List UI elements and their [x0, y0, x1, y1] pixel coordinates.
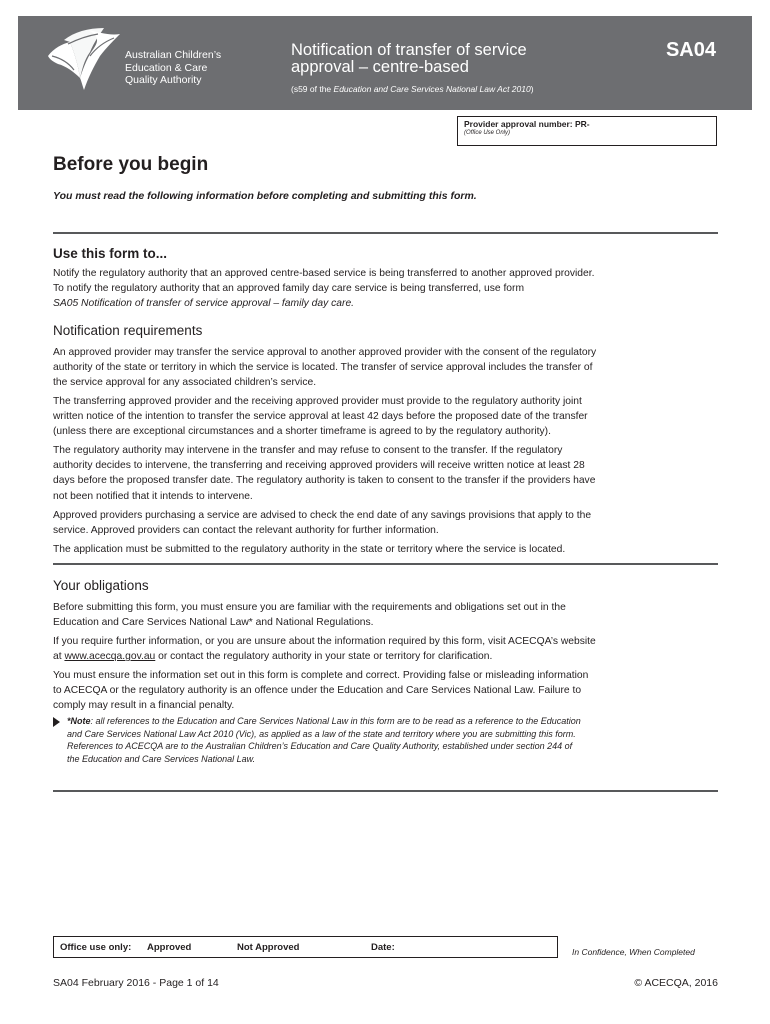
form-title: Notification of transfer of service approval – centre-based [291, 41, 527, 76]
notification-requirements-heading: Notification requirements [53, 323, 203, 338]
office-use-note: (Office Use Only) [464, 130, 511, 136]
footer-copyright: © ACECQA, 2016 [634, 977, 718, 989]
use-form-heading: Use this form to... [53, 246, 168, 261]
requirements-paragraph-4: Approved providers purchasing a service are advised to check the end date of any savings provisions that apply to the service. Approved providers can contact the relevant authority for further information. [53, 510, 592, 537]
requirements-paragraph-3: The regulatory authority may intervene in the transfer and may refuse to consent to the transfer. If the regulatory authority decides to intervene, the transferring and receiving approved providers will receive written notice at least 28 days before the proposed transfer date. The regulatory authority is taken to consent to the transfer if the providers have not been notified that it intends to intervene. [53, 445, 596, 502]
confidentiality-note: In Confidence, When Completed [572, 947, 695, 957]
obligations-paragraph-2: If you require further information, or you are unsure about the information required by this form, visit ACECQA’s website at www.acecqa.gov.au or contact the regulatory authority in your state or territory for clarification. [53, 636, 596, 663]
provider-approval-label: Provider approval number: PR- [464, 119, 590, 129]
page-heading: Before you begin [53, 154, 209, 175]
requirements-paragraph-1: An approved provider may transfer the service approval to another approved provider with the consent of the regulatory authority of the state or territory in which the service is located. The transfer of service approval includes the transfer of the service approval for any associated children’s service. [53, 347, 597, 389]
footer-page-info: SA04 February 2016 - Page 1 of 14 [53, 977, 219, 989]
date-field[interactable]: Date: [371, 942, 395, 953]
obligations-paragraph-3: You must ensure the information set out in this form is complete and correct. Providing false or misleading information to ACECQA or the regulatory authority is an offence under the Education and Care Services National Law. Failure to comply may result in a financial penalty. [53, 670, 589, 712]
section-divider [53, 563, 718, 565]
obligations-paragraph-1: Before submitting this form, you must ensure you are familiar with the requirements and obligations set out in the Education and Care Services National Law* and National Regulations. [53, 602, 566, 629]
intro-instruction: You must read the following information before completing and submitting this form. [53, 190, 477, 202]
requirements-paragraph-5: The application must be submitted to the regulatory authority in the state or territory where the service is located. [53, 544, 566, 555]
organisation-name: Australian Children’s Education & Care Quality Authority [125, 49, 222, 86]
requirements-paragraph-2: The transferring approved provider and the receiving approved provider must provide to the regulatory authority joint written notice of the intention to transfer the service approval at least 42 days before the proposed date of the transfer (unless there are exceptional circumstances and a shorter timeframe is agreed to by the regulatory authority). [53, 396, 588, 438]
acecqa-website-link[interactable]: www.acecqa.gov.au [64, 651, 156, 663]
use-form-text: Notify the regulatory authority that an approved centre-based service is being transferred to another approved provider. To notify the regulatory authority that an approved family day care service is being transferred, use form SA05 Notification of transfer of service approval – family day care. [53, 268, 595, 310]
office-use-label: Office use only: [60, 942, 132, 953]
section-divider [53, 232, 718, 234]
header-banner [18, 16, 752, 110]
provider-approval-number-field[interactable] [457, 116, 717, 146]
obligations-heading: Your obligations [53, 578, 149, 593]
approved-option[interactable]: Approved [147, 942, 192, 953]
office-use-box [53, 936, 558, 958]
section-divider [53, 790, 718, 792]
acecqa-logo-icon [44, 26, 124, 96]
not-approved-option[interactable]: Not Approved [237, 942, 300, 953]
note-arrow-icon [53, 717, 60, 727]
form-legislation-reference: (s59 of the Education and Care Services National Law Act 2010) [291, 84, 534, 94]
form-code: SA04 [665, 39, 716, 61]
